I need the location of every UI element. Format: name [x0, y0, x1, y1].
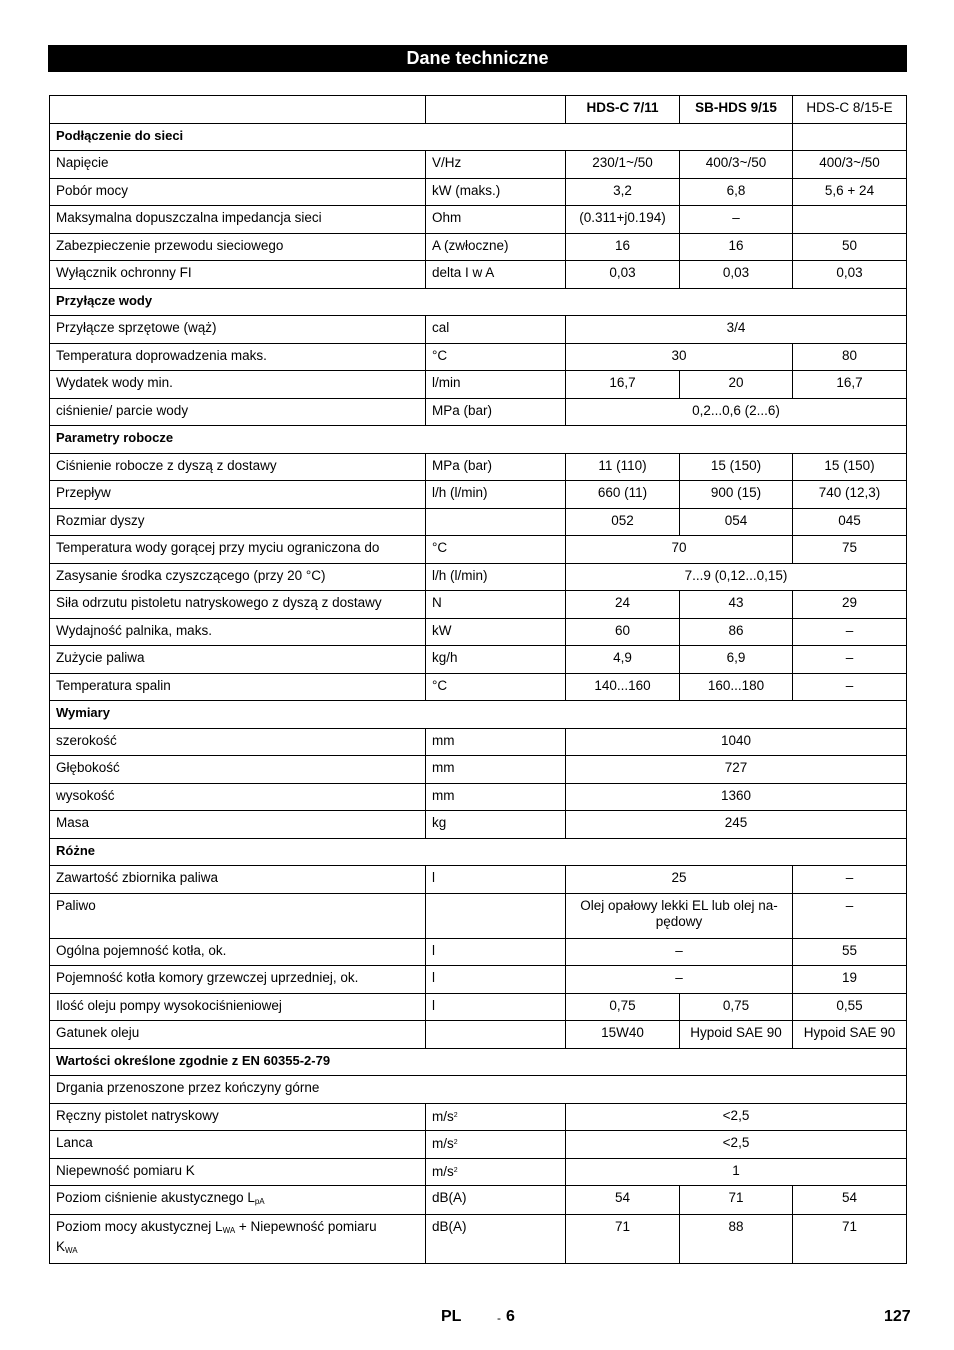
- label-text: Poziom mocy akustycznej L: [56, 1219, 223, 1234]
- param-unit: l: [426, 993, 566, 1021]
- section-row: [50, 1048, 907, 1076]
- param-label: Pobór mocy: [50, 178, 426, 206]
- label-text: + Niepewność pomiaru: [235, 1219, 377, 1234]
- param-label: Przyłącze sprzętowe (wąż): [50, 316, 426, 344]
- table-row: [50, 728, 907, 756]
- param-unit: [426, 893, 566, 938]
- table-cell: [793, 123, 907, 151]
- param-value: 54: [793, 1186, 907, 1215]
- param-value: 70: [566, 536, 793, 564]
- param-value: –: [566, 938, 793, 966]
- param-value: 400/3~/50: [793, 151, 907, 179]
- param-value: [566, 893, 793, 938]
- param-value: 80: [793, 343, 907, 371]
- table-row: [50, 398, 907, 426]
- label-text: Poziom ciśnienie akustycznego L: [56, 1190, 255, 1205]
- table-row: [50, 673, 907, 701]
- table-row: [50, 1186, 907, 1215]
- param-unit: kW: [426, 618, 566, 646]
- param-label: Ilość oleju pompy wysokociśnieniowej: [50, 993, 426, 1021]
- section-row: [50, 123, 907, 151]
- table-row: [50, 1158, 907, 1186]
- param-value: 0,75: [680, 993, 793, 1021]
- param-unit: l: [426, 938, 566, 966]
- param-value: 29: [793, 591, 907, 619]
- table-row: [50, 453, 907, 481]
- param-value: 660 (11): [566, 481, 680, 509]
- table-row: [50, 1021, 907, 1049]
- unit-superscript: 2: [453, 1139, 458, 1146]
- param-unit: [426, 508, 566, 536]
- label-text: K: [56, 1239, 66, 1254]
- param-label: [50, 1215, 426, 1264]
- param-value: 50: [793, 233, 907, 261]
- param-label: Lanca: [50, 1131, 426, 1159]
- table-row: [50, 783, 907, 811]
- param-label: Maksymalna dopuszczalna impedancja sieci: [50, 206, 426, 234]
- param-label: Temperatura spalin: [50, 673, 426, 701]
- param-unit: [426, 1131, 566, 1159]
- table-row: [50, 938, 907, 966]
- param-value: 16,7: [793, 371, 907, 399]
- param-value: 19: [793, 966, 907, 994]
- param-value: <2,5: [566, 1103, 907, 1131]
- param-value: 25: [566, 866, 793, 894]
- param-value: 60: [566, 618, 680, 646]
- param-value: <2,5: [566, 1131, 907, 1159]
- param-value: 71: [793, 1215, 907, 1264]
- param-value: Hypoid SAE 90: [680, 1021, 793, 1049]
- param-value: 30: [566, 343, 793, 371]
- section-title: Wymiary: [50, 701, 907, 729]
- param-unit: N: [426, 591, 566, 619]
- param-value: 052: [566, 508, 680, 536]
- param-value: 4,9: [566, 646, 680, 674]
- table-row: [50, 481, 907, 509]
- footer-language: PL: [441, 1308, 462, 1325]
- param-label: Przepływ: [50, 481, 426, 509]
- param-value: 15 (150): [793, 453, 907, 481]
- param-label: Ogólna pojemność kotła, ok.: [50, 938, 426, 966]
- header-cell-blank: [426, 96, 566, 124]
- param-label: Temperatura wody gorącej przy myciu ograniczona do: [50, 536, 426, 564]
- param-value: 1360: [566, 783, 907, 811]
- param-value: 045: [793, 508, 907, 536]
- param-label: szerokość: [50, 728, 426, 756]
- param-unit: l: [426, 866, 566, 894]
- label-subscript: pA: [254, 1197, 265, 1206]
- param-unit: l/h (l/min): [426, 563, 566, 591]
- param-value: –: [793, 646, 907, 674]
- param-unit: Ohm: [426, 206, 566, 234]
- param-unit: dB(A): [426, 1215, 566, 1264]
- param-value: –: [793, 673, 907, 701]
- param-value: 16: [566, 233, 680, 261]
- param-unit: l/min: [426, 371, 566, 399]
- label-subscript: WA: [222, 1226, 236, 1235]
- param-value: 0,03: [680, 261, 793, 289]
- param-unit: MPa (bar): [426, 453, 566, 481]
- footer-dash: -: [497, 1311, 501, 1325]
- table-row: [50, 866, 907, 894]
- table-row: [50, 508, 907, 536]
- param-value: –: [566, 966, 793, 994]
- table-row: [50, 893, 907, 938]
- param-label: Zużycie paliwa: [50, 646, 426, 674]
- table-row: [50, 1131, 907, 1159]
- param-label: Ciśnienie robocze z dyszą z dostawy: [50, 453, 426, 481]
- section-row: [50, 838, 907, 866]
- param-value: 160...180: [680, 673, 793, 701]
- param-value: 7...9 (0,12...0,15): [566, 563, 907, 591]
- param-value: 24: [566, 591, 680, 619]
- param-value: 0,03: [566, 261, 680, 289]
- param-label: Napięcie: [50, 151, 426, 179]
- param-unit: MPa (bar): [426, 398, 566, 426]
- unit-text: m/s: [432, 1136, 454, 1151]
- table-row: [50, 536, 907, 564]
- param-unit: [426, 1103, 566, 1131]
- param-value: 740 (12,3): [793, 481, 907, 509]
- param-value: 20: [680, 371, 793, 399]
- param-value: 71: [680, 1186, 793, 1215]
- param-value: 0,55: [793, 993, 907, 1021]
- section-title: Parametry robocze: [50, 426, 907, 454]
- table-row: [50, 1076, 907, 1104]
- table-row: [50, 1103, 907, 1131]
- param-label: Zawartość zbiornika paliwa: [50, 866, 426, 894]
- param-label: wysokość: [50, 783, 426, 811]
- table-row: [50, 756, 907, 784]
- param-value: [793, 206, 907, 234]
- header-model-sbhds915: SB-HDS 9/15: [680, 96, 793, 124]
- param-label: [50, 1186, 426, 1215]
- header-model-hdsc711: HDS-C 7/11: [566, 96, 680, 124]
- param-label: Niepewność pomiaru K: [50, 1158, 426, 1186]
- param-value: 6,9: [680, 646, 793, 674]
- param-value: 245: [566, 811, 907, 839]
- table-row: [50, 993, 907, 1021]
- table-row: [50, 563, 907, 591]
- table-header-row: [50, 96, 907, 124]
- table-row: [50, 316, 907, 344]
- param-value: Hypoid SAE 90: [793, 1021, 907, 1049]
- param-unit: °C: [426, 343, 566, 371]
- param-unit: dB(A): [426, 1186, 566, 1215]
- param-unit: [426, 1021, 566, 1049]
- param-label: Zabezpieczenie przewodu sieciowego: [50, 233, 426, 261]
- param-value: 0,03: [793, 261, 907, 289]
- param-label: Wydajność palnika, maks.: [50, 618, 426, 646]
- section-title: Wartości określone zgodnie z EN 60355-2-79: [50, 1048, 907, 1076]
- param-label: Pojemność kotła komory grzewczej uprzedniej, ok.: [50, 966, 426, 994]
- param-value: 11 (110): [566, 453, 680, 481]
- param-value: –: [793, 866, 907, 894]
- param-value: (0.311+j0.194): [566, 206, 680, 234]
- table-row: [50, 206, 907, 234]
- label-subscript: WA: [65, 1246, 78, 1255]
- table-row: [50, 233, 907, 261]
- param-label: Głębokość: [50, 756, 426, 784]
- param-value: 16,7: [566, 371, 680, 399]
- param-value: 71: [566, 1215, 680, 1264]
- param-label: Ręczny pistolet natryskowy: [50, 1103, 426, 1131]
- param-label: ciśnienie/ parcie wody: [50, 398, 426, 426]
- param-value: 75: [793, 536, 907, 564]
- param-value: 727: [566, 756, 907, 784]
- param-label: Temperatura doprowadzenia maks.: [50, 343, 426, 371]
- param-unit: mm: [426, 756, 566, 784]
- table-row: [50, 178, 907, 206]
- section-row: [50, 426, 907, 454]
- param-value: 3/4: [566, 316, 907, 344]
- param-label: Rozmiar dyszy: [50, 508, 426, 536]
- param-value: 86: [680, 618, 793, 646]
- unit-superscript: 2: [453, 1111, 458, 1119]
- param-value: 1: [566, 1158, 907, 1186]
- section-title: Różne: [50, 838, 907, 866]
- param-unit: kg: [426, 811, 566, 839]
- param-value: –: [793, 618, 907, 646]
- param-value: 54: [566, 1186, 680, 1215]
- param-value: 3,2: [566, 178, 680, 206]
- param-unit: °C: [426, 673, 566, 701]
- param-value-line: Olej opałowy lekki EL lub olej na-: [580, 897, 778, 913]
- param-label: Siła odrzutu pistoletu natryskowego z dyszą z dostawy: [50, 591, 426, 619]
- section-title: Przyłącze wody: [50, 288, 907, 316]
- param-value: 054: [680, 508, 793, 536]
- param-unit: [426, 1158, 566, 1186]
- param-value: 6,8: [680, 178, 793, 206]
- table-row: [50, 618, 907, 646]
- param-value: 0,2...0,6 (2...6): [566, 398, 907, 426]
- param-value: –: [793, 893, 907, 938]
- param-label: Drgania przenoszone przez kończyny górne: [50, 1076, 907, 1104]
- param-unit: A (zwłoczne): [426, 233, 566, 261]
- footer-page-number: 127: [884, 1308, 911, 1325]
- param-unit: mm: [426, 728, 566, 756]
- param-unit: l: [426, 966, 566, 994]
- param-unit: kW (maks.): [426, 178, 566, 206]
- table-row: [50, 371, 907, 399]
- param-unit: cal: [426, 316, 566, 344]
- table-row: [50, 1215, 907, 1264]
- param-label: Masa: [50, 811, 426, 839]
- table-row: [50, 343, 907, 371]
- section-title: Podłączenie do sieci: [50, 123, 793, 151]
- param-value: 140...160: [566, 673, 680, 701]
- param-label: Gatunek oleju: [50, 1021, 426, 1049]
- header-cell-blank: [50, 96, 426, 124]
- param-value: 15 (150): [680, 453, 793, 481]
- param-unit: mm: [426, 783, 566, 811]
- param-value: 16: [680, 233, 793, 261]
- table-row: [50, 811, 907, 839]
- param-value: 88: [680, 1215, 793, 1264]
- table-row: [50, 151, 907, 179]
- unit-text: m/s: [432, 1108, 454, 1124]
- unit-superscript: 2: [453, 1166, 458, 1174]
- param-value: 55: [793, 938, 907, 966]
- footer-section-number: 6: [506, 1308, 515, 1325]
- param-value: 900 (15): [680, 481, 793, 509]
- param-label: Paliwo: [50, 893, 426, 938]
- section-row: [50, 288, 907, 316]
- param-unit: kg/h: [426, 646, 566, 674]
- param-value: 1040: [566, 728, 907, 756]
- param-unit: delta I w A: [426, 261, 566, 289]
- param-value-line: pędowy: [655, 913, 703, 929]
- param-unit: V/Hz: [426, 151, 566, 179]
- param-value: 15W40: [566, 1021, 680, 1049]
- param-value: 5,6 + 24: [793, 178, 907, 206]
- param-value: 230/1~/50: [566, 151, 680, 179]
- param-value: 43: [680, 591, 793, 619]
- page-title: Dane techniczne: [48, 45, 907, 72]
- param-label: Wydatek wody min.: [50, 371, 426, 399]
- header-model-hdsc815e: HDS-C 8/15-E: [793, 96, 907, 124]
- param-label: Zasysanie środka czyszczącego (przy 20 °C): [50, 563, 426, 591]
- table-row: [50, 966, 907, 994]
- param-unit: l/h (l/min): [426, 481, 566, 509]
- param-unit: °C: [426, 536, 566, 564]
- technical-data-table: [49, 95, 907, 1264]
- param-value: 400/3~/50: [680, 151, 793, 179]
- unit-text: m/s: [432, 1163, 454, 1179]
- param-value: –: [680, 206, 793, 234]
- param-value: 0,75: [566, 993, 680, 1021]
- table-row: [50, 646, 907, 674]
- section-row: [50, 701, 907, 729]
- table-row: [50, 591, 907, 619]
- param-label: Wyłącznik ochronny FI: [50, 261, 426, 289]
- table-row: [50, 261, 907, 289]
